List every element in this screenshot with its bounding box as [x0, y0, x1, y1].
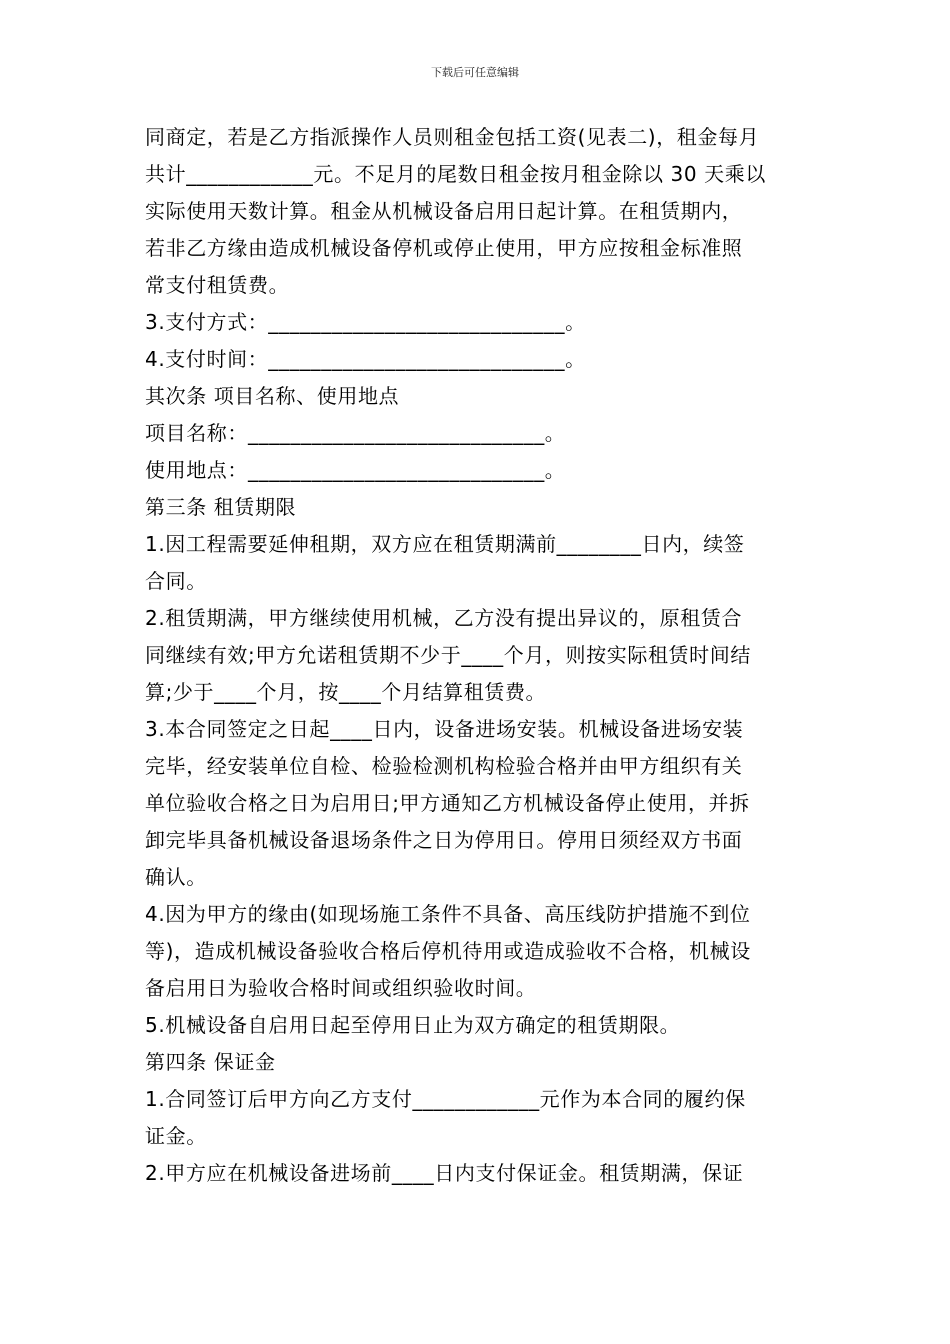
text-line: 备启用日为验收合格时间或组织验收时间。: [145, 976, 537, 1000]
text-line: 同继续有效;甲方允诺租赁期不少于____个月，则按实际租赁时间结: [145, 643, 751, 667]
document-body: [145, 119, 815, 1192]
text-line: 2.甲方应在机械设备进场前____日内支付保证金。租赁期满，保证: [145, 1161, 744, 1185]
text-line: 共计____________元。不足月的尾数日租金按月租金除以 30 天乘以: [145, 162, 766, 186]
text-line: 等)，造成机械设备验收合格后停机待用或造成验收不合格，机械设: [145, 939, 751, 963]
project-name-line: 项目名称：____________________________。: [145, 421, 566, 445]
section-heading: 第四条 保证金: [145, 1050, 276, 1074]
text-line: 完毕，经安装单位自检、检验检测机构检验合格并由甲方组织有关: [145, 754, 743, 778]
page-header: 下载后可任意编辑: [431, 66, 519, 79]
text-line: 1.合同签订后甲方向乙方支付____________元作为本合同的履约保: [145, 1087, 746, 1111]
section-heading: 第三条 租赁期限: [145, 495, 297, 519]
text-line: 证金。: [145, 1124, 207, 1148]
text-line: 2.租赁期满，甲方继续使用机械，乙方没有提出异议的，原租赁合: [145, 606, 743, 630]
text-line: 5.机械设备自启用日起至停用日止为双方确定的租赁期限。: [145, 1013, 681, 1037]
text-line: 4.因为甲方的缘由(如现场施工条件不具备、高压线防护措施不到位: [145, 902, 751, 926]
text-line: 1.因工程需要延伸租期，双方应在租赁期满前________日内，续签: [145, 532, 745, 556]
text-line: 合同。: [145, 569, 207, 593]
text-line: 3.本合同签定之日起____日内，设备进场安装。机械设备进场安装: [145, 717, 744, 741]
text-line: 单位验收合格之日为启用日;甲方通知乙方机械设备停止使用，并拆: [145, 791, 750, 815]
section-heading: 其次条 项目名称、使用地点: [145, 384, 400, 408]
text-line: 卸完毕具备机械设备退场条件之日为停用日。停用日须经双方书面: [145, 828, 743, 852]
payment-time-line: 4.支付时间：____________________________。: [145, 347, 586, 371]
text-line: 同商定，若是乙方指派操作人员则租金包括工资(见表二)，租金每月: [145, 125, 760, 149]
usage-location-line: 使用地点：____________________________。: [145, 458, 566, 482]
text-line: 确认。: [145, 865, 207, 889]
text-line: 常支付租赁费。: [145, 273, 290, 297]
text-line: 算;少于____个月，按____个月结算租赁费。: [145, 680, 547, 704]
text-line: 实际使用天数计算。租金从机械设备启用日起计算。在租赁期内，: [145, 199, 743, 223]
payment-method-line: 3.支付方式：____________________________。: [145, 310, 586, 334]
text-line: 若非乙方缘由造成机械设备停机或停止使用，甲方应按租金标准照: [145, 236, 743, 260]
